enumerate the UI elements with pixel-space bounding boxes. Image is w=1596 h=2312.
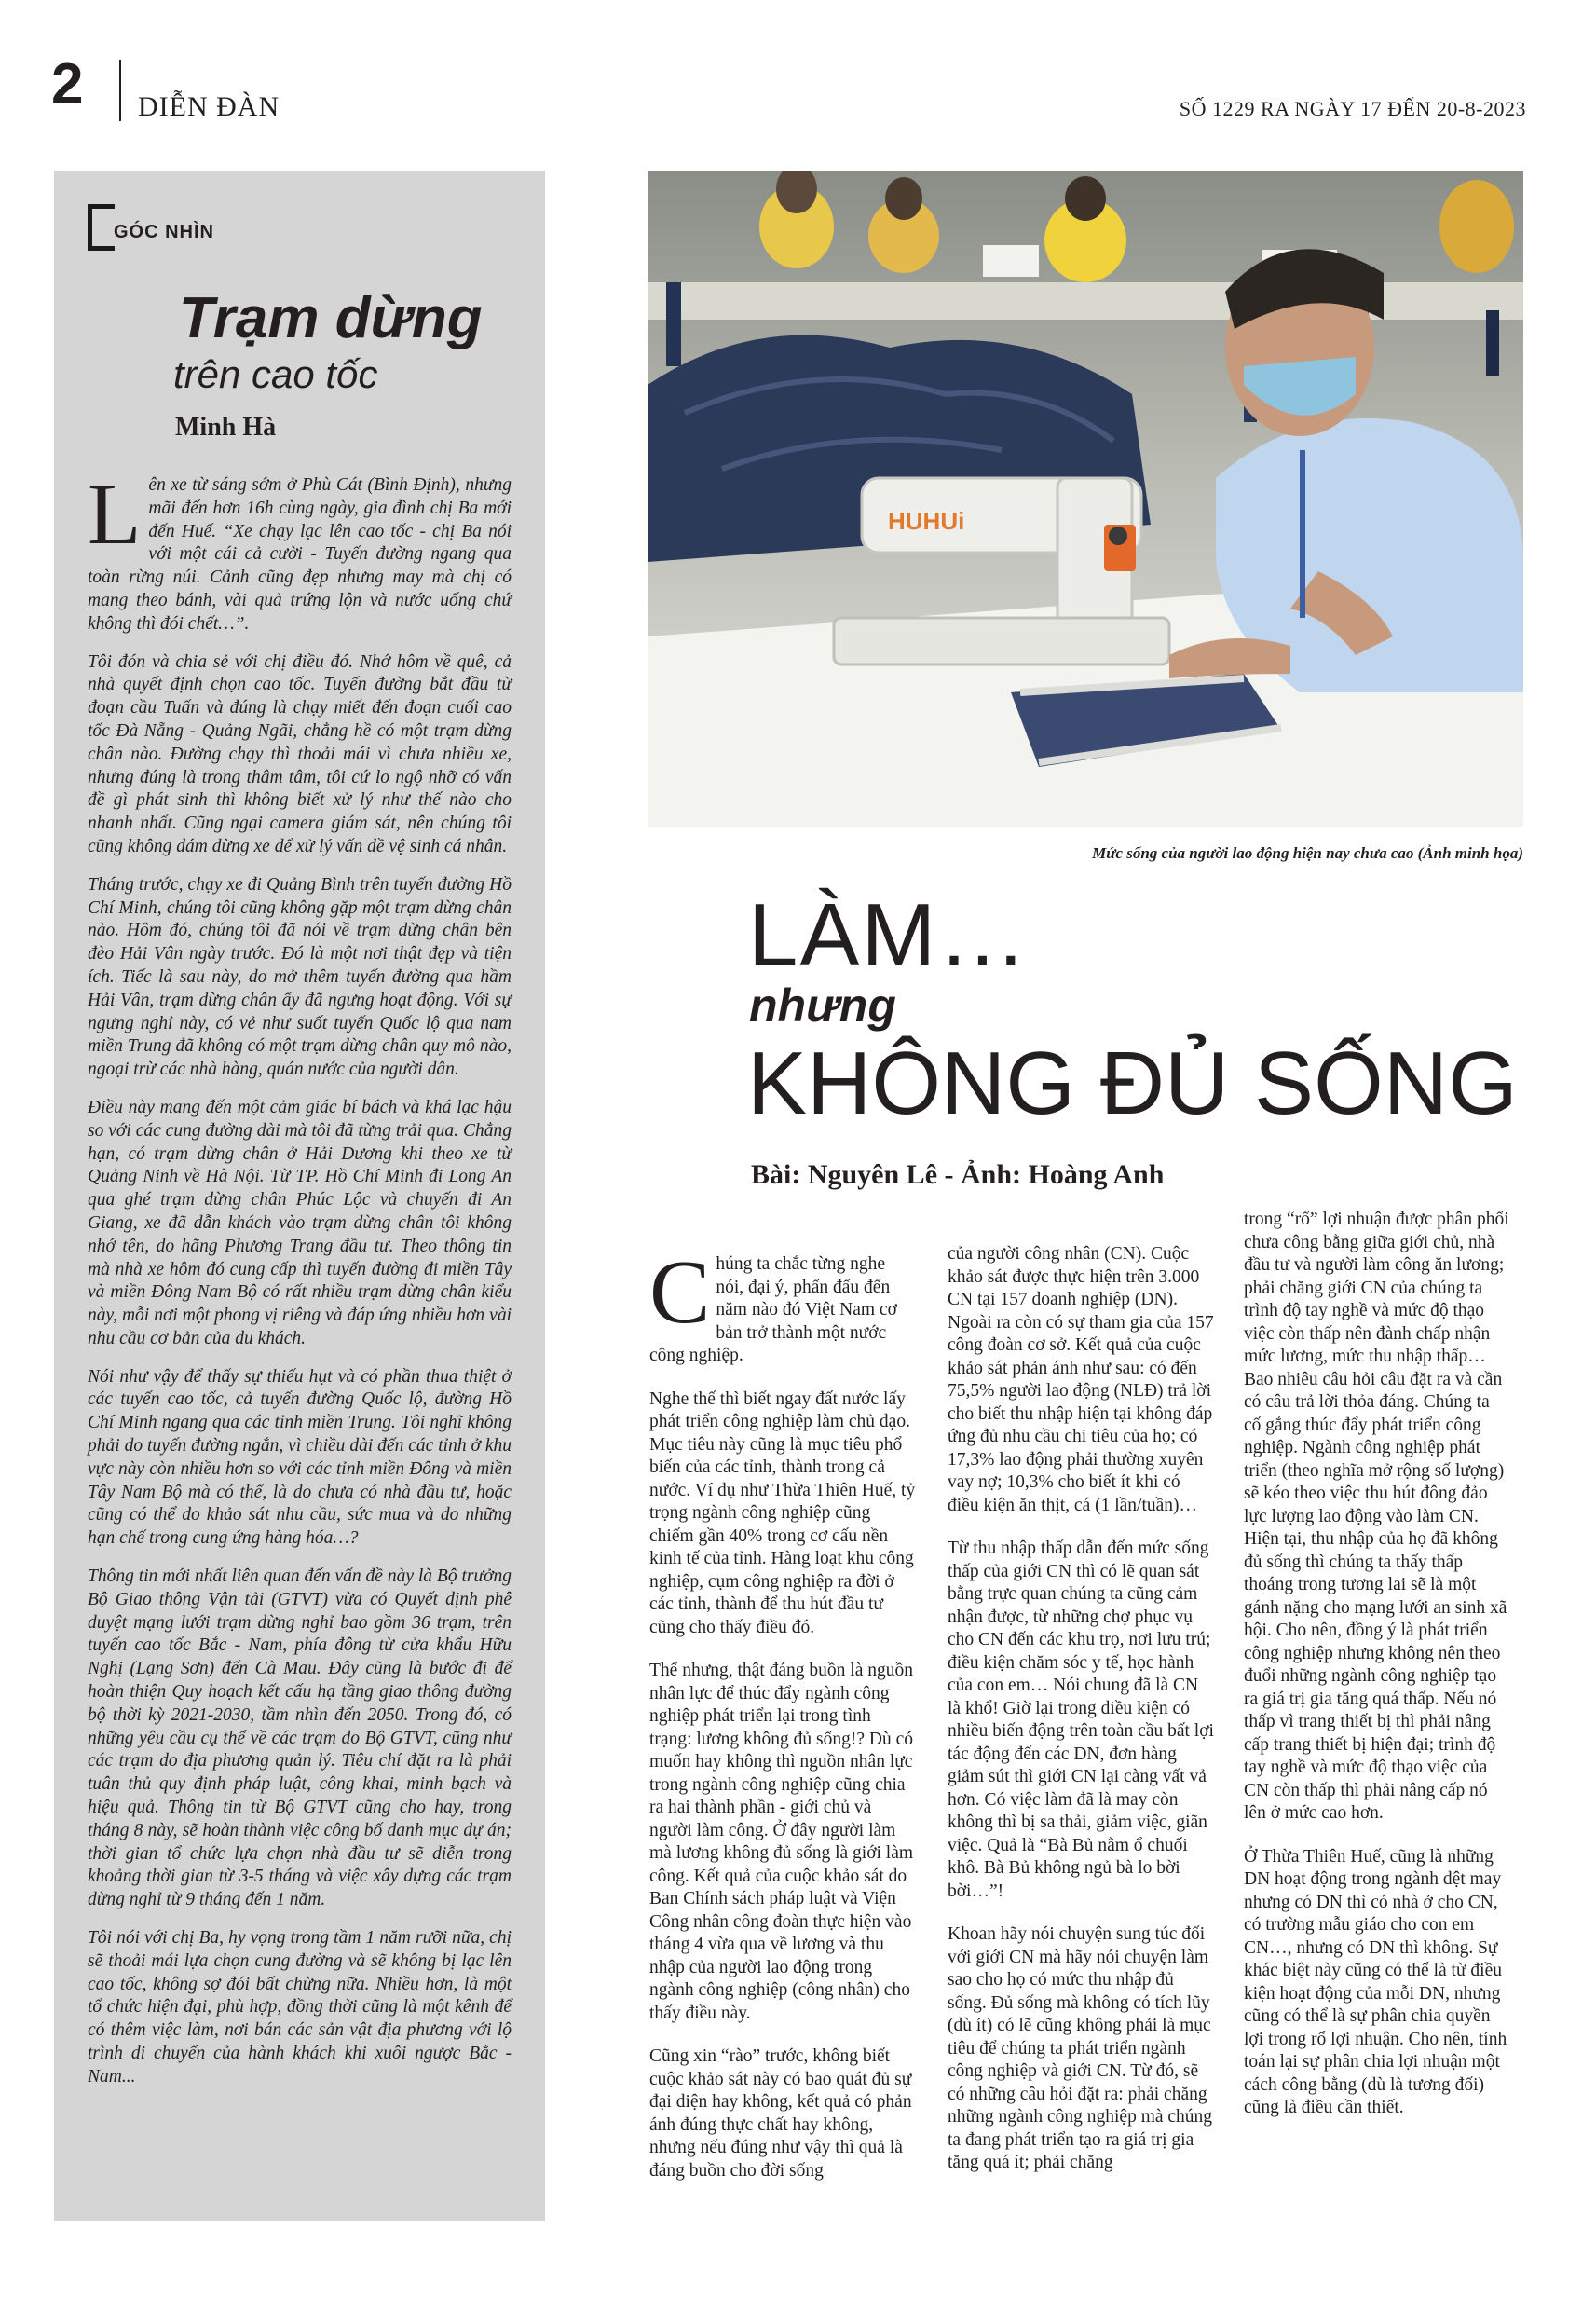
article-paragraph: Cũng xin “rào” trước, không biết cuộc khảo sát này có bao quát đủ sự đại diện hay không, kết quả có phản ánh đúng thực chất hay không, nhưng nếu đúng như vậy thì quả là đáng buồn cho đời sống [649, 2046, 912, 2181]
sidebar-paragraph: Tôi đón và chia sẻ với chị điều đó. Nhớ hôm về quê, cả nhà quyết định chọn cao tốc. Tuyến đường bắt đầu từ đoạn cầu Tuấn và đúng là chạy miết đến đoạn cuối cao tốc Đà Nẵng - Quảng Ngãi, chẳng hề có một trạm dừng chân nào. Đường chạy thì thoải mái vì chưa nhiều xe, nhưng đúng là trong thâm tâm, tôi cứ lo ngộ nhỡ có vấn đề gì phát sinh thì không biết xử lý như thế nào cho nhanh nhất. Cũng ngại camera giám sát, nên chúng tôi cũng không dám dừng xe để xử lý vấn đề vệ sinh cá nhân. [88, 651, 512, 856]
photo-caption: Mức sống của người lao động hiện nay chưa cao (Ảnh minh họa) [1092, 844, 1523, 862]
machine-brand-label: HUHUi [888, 507, 965, 535]
sidebar-author: Minh Hà [175, 413, 277, 442]
sidebar-paragraph: Nói như vậy để thấy sự thiếu hụt và có phần thua thiệt ở các tuyến cao tốc, cả tuyến đường Quốc lộ, đường Hồ Chí Minh ngang qua các tỉnh miền Trung. Tôi nghĩ không phải do tuyến đường ngắn, vì chiều dài đến các tỉnh ở khu vực này còn nhiều hơn so với các tỉnh miền Đông và miền Tây Nam Bộ mà có thể, là do chưa có nhà đầu tư, hoặc cũng có thể do khảo sát nhu cầu, sức mua và do những hạn chế trong cung ứng hàng hóa…? [88, 1366, 512, 1549]
article-paragraph: Ở Thừa Thiên Huế, cũng là những DN hoạt động trong ngành dệt may nhưng có DN thì có nhà ở cho CN, có trường mẫu giáo cho con em CN…, nhưng có DN thì không. Sự khác biệt này cũng có thể là từ điều kiện hoạt động của mỗi DN, nhưng cũng có thể là sự phân chia quyền lợi trong rổ lợi nhuận. Cho nên, tính toán lại sự phân chia lợi nhuận một cách công bằng (dù là tương đối) cũng là điều cần thiết. [1244, 1846, 1507, 2117]
section-name: DIỄN ĐÀN [138, 91, 280, 122]
issue-info: SỐ 1229 RA NGÀY 17 ĐẾN 20-8-2023 [1179, 97, 1526, 120]
sidebar-paragraph: Điều này mang đến một cảm giác bí bách và khá lạc hậu so với các cung đường dài mà tôi đã từng trải qua. Chẳng hạn, có trạm dừng chân ở Hải Dương khi theo xe từ Quảng Ninh về Hà Nội. Từ TP. Hồ Chí Minh đi Long An qua ghé trạm dừng chân Phúc Lộc và chuyến đi An Giang, xe đã dẫn khách vào trạm dừng chân tôi không nhớ tên, do hãng Phương Trang đầu tư. Theo thông tin mà nhà xe hôm đó cung cấp thì tuyến đường đi miền Tây và miền Đông Nam Bộ có rất nhiều trạm dừng chân kiểu này, mỗi nơi một phong vị riêng và đáp ứng nhiều hơn vài nhu cầu cơ bản của du khách. [88, 1097, 512, 1348]
corner-bracket-icon [88, 204, 115, 251]
article-paragraph: Từ thu nhập thấp dẫn đến mức sống thấp của giới CN thì có lẽ quan sát bằng trực quan chúng ta cũng cảm nhận được, từ những chợ phục vụ cho CN đến các khu trọ, nơi lưu trú; điều kiện chăm sóc y tế, học hành của con em… Nói chung đã là CN là khổ! Giờ lại trong điều kiện có nhiều biến động trên toàn cầu bất lợi tác động đến các DN, đơn hàng giảm sút thì giới CN lại càng vất vả hơn. Có việc làm đã là may còn không thì bị sa thải, giảm việc, giãn việc. Quả là “Bà Bủ nằm ổ chuối khô. Bà Bủ không ngủ bà lo bời bời…”! [948, 1539, 1214, 1901]
article-column-1 [649, 1242, 916, 2203]
headline-line-3: KHÔNG ĐỦ SỐNG [747, 1033, 1518, 1133]
article-paragraph: trong “rổ” lợi nhuận được phân phối chưa công bằng giữa giới chủ, nhà đầu tư và người làm công ăn lương; phải chăng giới CN của chúng ta trình độ tay nghề và mức độ thạo việc còn thấp nên đành chấp nhận mức lương, mức thu nhập thấp… Bao nhiêu câu hỏi câu đặt ra và cần có câu trả lời thỏa đáng. Chúng ta cố gắng thúc đẩy phát triển công nghiệp. Ngành công nghiệp phát triển (theo nghĩa mở rộng số lượng) sẽ kéo theo việc thu hút đông đảo lực lượng lao động vào làm CN. Hiện tại, thu nhập của họ đã không đủ sống thì chúng ta thấy thấp thoáng trong tương lai sẽ là một gánh nặng cho mạng lưới an sinh xã hội. Cho nên, đồng ý là phát triển công nghiệp nhưng không nên theo đuổi những ngành công nghiệp tạo ra giá trị gia tăng quá thấp. Nếu nó thấp vì trang thiết bị thì phải nâng cấp trang thiết bị hiện đại; trình độ tay nghề và mức độ thạo việc của CN còn thấp thì phải nâng cấp nó lên ở mức cao hơn. [1244, 1210, 1509, 1823]
sewing-factory-illustration [648, 171, 1523, 827]
page-number: 2 [51, 52, 84, 116]
column-tag: GÓC NHÌN [114, 222, 214, 242]
sidebar-title: Trạm dừng [179, 286, 483, 350]
article-byline: Bài: Nguyên Lê - Ảnh: Hoàng Anh [751, 1159, 1165, 1190]
article-dropcap: C [649, 1242, 711, 1343]
sidebar-paragraph: Lên xe từ sáng sớm ở Phù Cát (Bình Định), nhưng mãi đến hơn 16h cùng ngày, gia đình chị Ba mới đến Huế. “Xe chạy lạc lên cao tốc - chị Ba nói với một cái cả cười - Tuyến đường ngang qua toàn rừng núi. Cảnh cũng đẹp nhưng may mà chị có mang theo bánh, vài quả trứng lộn và nước uống chứ không thì đói chết…”. [88, 466, 512, 634]
sidebar-column [54, 171, 545, 2221]
sidebar-paragraph: Tôi nói với chị Ba, hy vọng trong tầm 1 năm rưỡi nữa, chị sẽ thoải mái lựa chọn cung đường và sẽ không bị lạc lên cao tốc, không sợ đói bất chừng nữa. Nhiều hơn, là một tổ chức hiện đại, phù hợp, đồng thời cũng là một kênh để có thêm việc làm, nơi bán các sản vật địa phương với lộ trình di chuyển của hành khách khi xuôi ngược Bắc - Nam... [88, 1928, 512, 2086]
sidebar-subtitle: trên cao tốc [173, 352, 378, 396]
article-paragraph: Chúng ta chắc từng nghe nói, đại ý, phấn đấu đến năm nào đó Việt Nam cơ bản trở thành một nước công nghiệp. [649, 1242, 897, 1365]
article-paragraph: Khoan hãy nói chuyện sung túc đối với giới CN mà hãy nói chuyện làm sao cho họ có mức thu nhập đủ sống. Đủ sống mà không có tích lũy (dù ít) có lẽ cũng không phải là mục tiêu để chúng ta phát triển ngành công nghiệp và giới CN. Từ đó, sẽ có những câu hỏi đặt ra: phải chăng những ngành công nghiệp mà chúng ta đang phát triển tạo ra giá trị gia tăng quá ít; phải chăng [948, 1924, 1213, 2172]
header-divider [119, 60, 121, 121]
headline-line-2: nhưng [749, 979, 896, 1032]
headline-line-1: LÀM… [748, 885, 1030, 985]
article-paragraph: Thế nhưng, thật đáng buồn là nguồn nhân lực để thúc đẩy ngành công nghiệp phát triển lại trong tình trạng: lương không đủ sống!? Dù có muốn hay không thì nguồn nhân lực trong ngành công nghiệp cũng chia ra hai thành phần - giới chủ và người làm công. Ở đây người làm mà lương không đủ sống là giới làm công. Kết quả của cuộc khảo sát do Ban Chính sách pháp luật và Viện Công nhân công đoàn thực hiện vào tháng 4 vừa qua về lương và thu nhập của người lao động trong ngành công nghiệp (công nhân) cho thấy điều này. [649, 1661, 914, 2023]
article-photo [648, 171, 1523, 827]
article-paragraph: Nghe thế thì biết ngay đất nước lấy phát triển công nghiệp làm chủ đạo. Mục tiêu này cũng là mục tiêu phổ biến của các tỉnh, thành trong cả nước. Ví dụ như Thừa Thiên Huế, tỷ trọng ngành công nghiệp cũng chiếm gần 40% trong cơ cấu nền kinh tế của tỉnh. Hàng loạt khu công nghiệp, cụm công nghiệp ra đời ở các tỉnh, thành để thu hút đầu tư cũng cho thấy điều đó. [649, 1389, 916, 1637]
sidebar-dropcap: L [88, 466, 142, 563]
article-paragraph: của người công nhân (CN). Cuộc khảo sát được thực hiện trên 3.000 CN tại 157 doanh nghiệp (DN). Ngoài ra còn có sự tham gia của 157 công đoàn cơ sở. Kết quả của cuộc khảo sát phản ánh như sau: có đến 75,5% người lao động (NLĐ) trả lời cho biết thu nhập hiện tại không đáp ứng đủ nhu cầu chi tiêu của họ; có 17,3% lao động phải thường xuyên vay nợ; 10,3% cho biết ít khi có điều kiện ăn thịt, cá (1 lần/tuần)… [948, 1244, 1214, 1515]
sidebar-body [88, 466, 512, 2104]
sidebar-paragraph: Tháng trước, chạy xe đi Quảng Bình trên tuyến đường Hồ Chí Minh, chúng tôi cũng không gặp một trạm dừng chân nào. Hôm đó, chúng tôi đã nói về trạm dừng chân bên đèo Hải Vân ngày trước. Đó là một nơi thật đẹp và tiện ích. Tiếc là sau này, do mở thêm tuyến đường qua hầm Hải Vân, trạm dừng chân ấy đã ngưng hoạt động. Với sự ngưng nghỉ này, có vẻ như suốt tuyến Quốc lộ qua nam miền Trung đã không có một trạm dừng chân quy mô nào, ngoại trừ các nhà hàng, quán nước của người dân. [88, 874, 512, 1080]
article-column-3 [1244, 1209, 1510, 2141]
sidebar-paragraph: Thông tin mới nhất liên quan đến vấn đề này là Bộ trưởng Bộ Giao thông Vận tải (GTVT) vừa có Quyết định phê duyệt mạng lưới trạm dừng nghỉ bao gồm 36 trạm, trên tuyến cao tốc Bắc - Nam, phía đông từ cửa khẩu Hữu Nghị (Lạng Sơn) đến Cà Mau. Đây cũng là bước đi để hoàn thiện Quy hoạch kết cấu hạ tầng giao thông đường bộ thời kỳ 2021-2030, tầm nhìn đến 2050. Trong đó, có những yêu cầu cụ thể về các trạm do Bộ GTVT, cũng như các trạm do địa phương quản lý. Tiêu chí đặt ra là phải tuân thủ quy định pháp luật, công khai, minh bạch và hiệu quả. Thông tin từ Bộ GTVT cũng cho hay, trong tháng 8 này, sẽ hoàn thành việc công bố danh mục dự án; thời gian tổ chức lựa chọn nhà đầu tư sẽ diễn trong khoảng thời gian từ 3-5 tháng và việc xây dựng các trạm dừng nghỉ từ 9 tháng đến 1 năm. [88, 1566, 512, 1910]
article-column-2 [948, 1243, 1214, 2196]
